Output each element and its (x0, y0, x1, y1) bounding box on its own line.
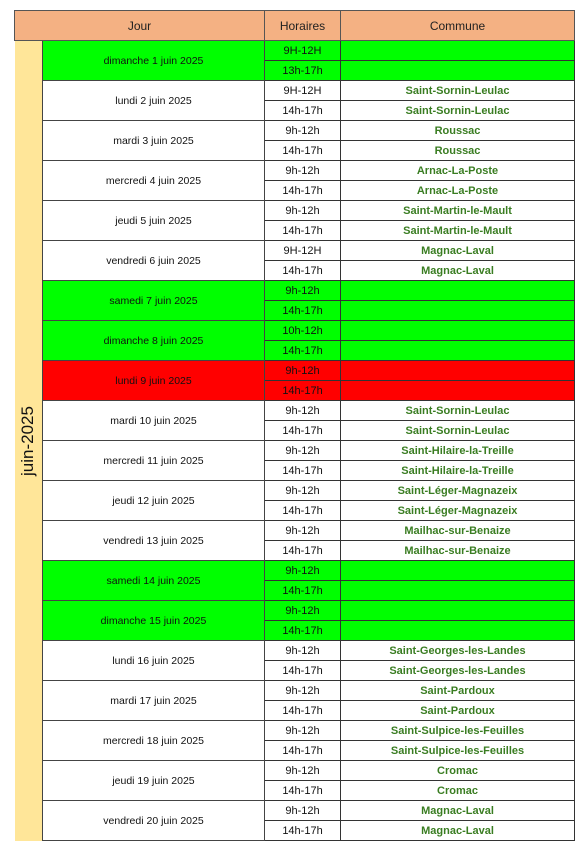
commune-cell: Arnac-La-Poste (341, 161, 575, 181)
day-cell: dimanche 15 juin 2025 (43, 601, 265, 641)
commune-cell: Saint-Léger-Magnazeix (341, 501, 575, 521)
day-cell: lundi 9 juin 2025 (43, 361, 265, 401)
time-slot-cell: 14h-17h (265, 101, 341, 121)
time-slot-cell: 9h-12h (265, 601, 341, 621)
day-cell: mercredi 4 juin 2025 (43, 161, 265, 201)
commune-cell (341, 281, 575, 301)
table-row (15, 121, 575, 141)
table-row (15, 81, 575, 101)
table-row (15, 601, 575, 621)
day-cell: jeudi 19 juin 2025 (43, 761, 265, 801)
time-slot-cell: 9h-12h (265, 361, 341, 381)
day-cell: lundi 2 juin 2025 (43, 81, 265, 121)
commune-cell: Saint-Sulpice-les-Feuilles (341, 741, 575, 761)
day-cell: jeudi 5 juin 2025 (43, 201, 265, 241)
time-slot-cell: 14h-17h (265, 461, 341, 481)
header-jour: Jour (15, 11, 265, 41)
commune-cell (341, 601, 575, 621)
commune-cell (341, 301, 575, 321)
time-slot-cell: 9h-12h (265, 761, 341, 781)
day-cell: mardi 10 juin 2025 (43, 401, 265, 441)
day-cell: lundi 16 juin 2025 (43, 641, 265, 681)
table-row (15, 561, 575, 581)
time-slot-cell: 9h-12h (265, 721, 341, 741)
commune-cell: Saint-Sornin-Leulac (341, 81, 575, 101)
time-slot-cell: 14h-17h (265, 221, 341, 241)
month-label-cell (15, 41, 43, 841)
time-slot-cell: 9H-12H (265, 81, 341, 101)
day-cell: mercredi 18 juin 2025 (43, 721, 265, 761)
commune-cell: Saint-Hilaire-la-Treille (341, 461, 575, 481)
time-slot-cell: 9h-12h (265, 401, 341, 421)
commune-cell: Magnac-Laval (341, 261, 575, 281)
commune-cell (341, 381, 575, 401)
time-slot-cell: 10h-12h (265, 321, 341, 341)
time-slot-cell: 9h-12h (265, 801, 341, 821)
time-slot-cell: 14h-17h (265, 261, 341, 281)
month-label: juin-2025 (18, 405, 38, 476)
time-slot-cell: 9h-12h (265, 441, 341, 461)
table-row (15, 241, 575, 261)
day-cell: samedi 7 juin 2025 (43, 281, 265, 321)
header-commune: Commune (341, 11, 575, 41)
commune-cell: Magnac-Laval (341, 821, 575, 841)
commune-cell (341, 561, 575, 581)
table-row (15, 801, 575, 821)
time-slot-cell: 14h-17h (265, 541, 341, 561)
time-slot-cell: 14h-17h (265, 301, 341, 321)
table-row (15, 41, 575, 61)
time-slot-cell: 9H-12H (265, 241, 341, 261)
time-slot-cell: 14h-17h (265, 741, 341, 761)
time-slot-cell: 9h-12h (265, 681, 341, 701)
table-row (15, 321, 575, 341)
commune-cell (341, 41, 575, 61)
table-row (15, 521, 575, 541)
day-cell: mardi 3 juin 2025 (43, 121, 265, 161)
commune-cell: Saint-Georges-les-Landes (341, 641, 575, 661)
day-cell: mercredi 11 juin 2025 (43, 441, 265, 481)
time-slot-cell: 14h-17h (265, 781, 341, 801)
time-slot-cell: 14h-17h (265, 701, 341, 721)
day-cell: vendredi 13 juin 2025 (43, 521, 265, 561)
commune-cell: Cromac (341, 781, 575, 801)
day-cell: mardi 17 juin 2025 (43, 681, 265, 721)
commune-cell: Saint-Sulpice-les-Feuilles (341, 721, 575, 741)
header-row (15, 11, 575, 41)
day-cell: dimanche 1 juin 2025 (43, 41, 265, 81)
time-slot-cell: 9h-12h (265, 481, 341, 501)
table-row (15, 761, 575, 781)
commune-cell: Saint-Sornin-Leulac (341, 421, 575, 441)
table-row (15, 361, 575, 381)
time-slot-cell: 14h-17h (265, 421, 341, 441)
commune-cell: Magnac-Laval (341, 801, 575, 821)
commune-cell: Roussac (341, 121, 575, 141)
commune-cell (341, 361, 575, 381)
time-slot-cell: 9h-12h (265, 561, 341, 581)
table-row (15, 481, 575, 501)
time-slot-cell: 9H-12H (265, 41, 341, 61)
time-slot-cell: 9h-12h (265, 121, 341, 141)
table-row (15, 681, 575, 701)
table-row (15, 201, 575, 221)
commune-cell (341, 341, 575, 361)
day-cell: samedi 14 juin 2025 (43, 561, 265, 601)
time-slot-cell: 9h-12h (265, 281, 341, 301)
commune-cell: Arnac-La-Poste (341, 181, 575, 201)
commune-cell: Saint-Hilaire-la-Treille (341, 441, 575, 461)
commune-cell: Saint-Léger-Magnazeix (341, 481, 575, 501)
day-cell: dimanche 8 juin 2025 (43, 321, 265, 361)
commune-cell: Cromac (341, 761, 575, 781)
schedule-table (14, 10, 575, 841)
table-row (15, 441, 575, 461)
commune-cell (341, 581, 575, 601)
commune-cell: Mailhac-sur-Benaize (341, 521, 575, 541)
commune-cell (341, 321, 575, 341)
time-slot-cell: 13h-17h (265, 61, 341, 81)
commune-cell (341, 621, 575, 641)
table-row (15, 401, 575, 421)
time-slot-cell: 14h-17h (265, 581, 341, 601)
commune-cell: Saint-Sornin-Leulac (341, 101, 575, 121)
commune-cell: Saint-Pardoux (341, 681, 575, 701)
time-slot-cell: 14h-17h (265, 341, 341, 361)
commune-cell: Saint-Sornin-Leulac (341, 401, 575, 421)
time-slot-cell: 14h-17h (265, 141, 341, 161)
time-slot-cell: 9h-12h (265, 161, 341, 181)
commune-cell (341, 61, 575, 81)
table-row (15, 161, 575, 181)
time-slot-cell: 14h-17h (265, 501, 341, 521)
commune-cell: Saint-Martin-le-Mault (341, 221, 575, 241)
commune-cell: Roussac (341, 141, 575, 161)
time-slot-cell: 14h-17h (265, 821, 341, 841)
day-cell: vendredi 6 juin 2025 (43, 241, 265, 281)
table-row (15, 641, 575, 661)
commune-cell: Saint-Georges-les-Landes (341, 661, 575, 681)
time-slot-cell: 9h-12h (265, 201, 341, 221)
day-cell: vendredi 20 juin 2025 (43, 801, 265, 841)
time-slot-cell: 14h-17h (265, 381, 341, 401)
header-horaires: Horaires (265, 11, 341, 41)
table-row (15, 281, 575, 301)
time-slot-cell: 9h-12h (265, 521, 341, 541)
time-slot-cell: 14h-17h (265, 181, 341, 201)
time-slot-cell: 14h-17h (265, 621, 341, 641)
commune-cell: Magnac-Laval (341, 241, 575, 261)
day-cell: jeudi 12 juin 2025 (43, 481, 265, 521)
schedule-body (15, 41, 575, 841)
time-slot-cell: 14h-17h (265, 661, 341, 681)
commune-cell: Mailhac-sur-Benaize (341, 541, 575, 561)
commune-cell: Saint-Pardoux (341, 701, 575, 721)
time-slot-cell: 9h-12h (265, 641, 341, 661)
table-row (15, 721, 575, 741)
commune-cell: Saint-Martin-le-Mault (341, 201, 575, 221)
